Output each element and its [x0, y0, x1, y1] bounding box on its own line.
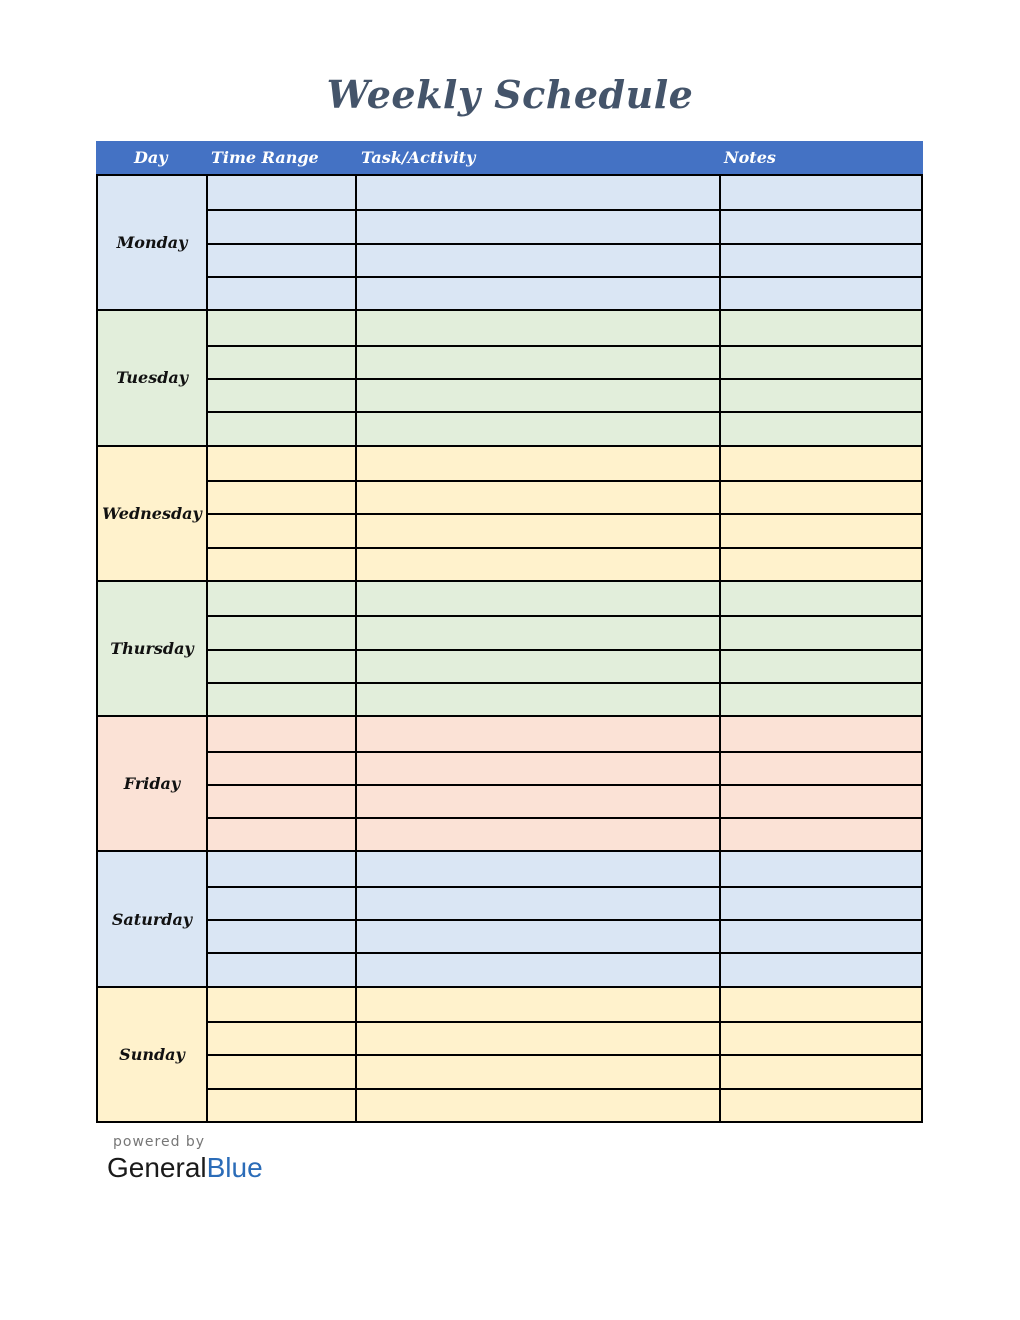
- time-range-cell[interactable]: [208, 1023, 357, 1054]
- task-activity-cell[interactable]: [357, 447, 721, 480]
- schedule-table: [96, 174, 923, 1123]
- notes-cell[interactable]: [721, 413, 921, 444]
- powered-by-label: powered by: [113, 1134, 206, 1150]
- task-activity-cell[interactable]: [357, 1023, 721, 1054]
- task-activity-cell[interactable]: [357, 888, 721, 919]
- time-range-cell[interactable]: [208, 278, 357, 309]
- time-range-cell[interactable]: [208, 684, 357, 715]
- table-row: [208, 447, 921, 480]
- time-range-cell[interactable]: [208, 651, 357, 682]
- day-label: Friday: [98, 717, 208, 850]
- table-row: [208, 919, 921, 952]
- table-row: [208, 784, 921, 817]
- table-row: [208, 378, 921, 411]
- notes-cell[interactable]: [721, 988, 921, 1021]
- notes-cell[interactable]: [721, 1056, 921, 1087]
- notes-cell[interactable]: [721, 311, 921, 344]
- task-activity-cell[interactable]: [357, 482, 721, 513]
- time-range-cell[interactable]: [208, 617, 357, 648]
- table-row: [208, 176, 921, 209]
- notes-cell[interactable]: [721, 211, 921, 242]
- day-block-saturday: [98, 850, 921, 985]
- day-label: Sunday: [98, 988, 208, 1121]
- time-range-cell[interactable]: [208, 852, 357, 885]
- notes-cell[interactable]: [721, 549, 921, 580]
- task-activity-cell[interactable]: [357, 1090, 721, 1121]
- page-title: Weekly Schedule: [326, 72, 694, 117]
- time-range-cell[interactable]: [208, 176, 357, 209]
- notes-cell[interactable]: [721, 1023, 921, 1054]
- table-row: [208, 582, 921, 615]
- notes-cell[interactable]: [721, 786, 921, 817]
- day-block-thursday: [98, 580, 921, 715]
- notes-cell[interactable]: [721, 852, 921, 885]
- day-label: Monday: [98, 176, 208, 309]
- time-range-cell[interactable]: [208, 347, 357, 378]
- day-rows: [208, 447, 921, 580]
- time-range-cell[interactable]: [208, 549, 357, 580]
- time-range-cell[interactable]: [208, 515, 357, 546]
- task-activity-cell[interactable]: [357, 786, 721, 817]
- time-range-cell[interactable]: [208, 717, 357, 750]
- notes-cell[interactable]: [721, 278, 921, 309]
- table-row: [208, 1054, 921, 1087]
- time-range-cell[interactable]: [208, 988, 357, 1021]
- table-row: [208, 615, 921, 648]
- time-range-cell[interactable]: [208, 211, 357, 242]
- table-row: [208, 243, 921, 276]
- time-range-cell[interactable]: [208, 819, 357, 850]
- task-activity-cell[interactable]: [357, 515, 721, 546]
- table-row: [208, 717, 921, 750]
- notes-cell[interactable]: [721, 651, 921, 682]
- notes-cell[interactable]: [721, 482, 921, 513]
- table-row: [208, 345, 921, 378]
- task-activity-cell[interactable]: [357, 1056, 721, 1087]
- day-rows: [208, 852, 921, 985]
- notes-cell[interactable]: [721, 447, 921, 480]
- time-range-cell[interactable]: [208, 1090, 357, 1121]
- task-activity-cell[interactable]: [357, 954, 721, 985]
- time-range-cell[interactable]: [208, 786, 357, 817]
- table-row: [208, 988, 921, 1021]
- column-header-task-activity: Task/Activity: [361, 148, 476, 167]
- brand-general-text: General: [107, 1152, 207, 1183]
- notes-cell[interactable]: [721, 888, 921, 919]
- time-range-cell[interactable]: [208, 311, 357, 344]
- notes-cell[interactable]: [721, 753, 921, 784]
- day-label: Wednesday: [98, 447, 208, 580]
- day-rows: [208, 717, 921, 850]
- task-activity-cell[interactable]: [357, 988, 721, 1021]
- notes-cell[interactable]: [721, 1090, 921, 1121]
- table-row: [208, 311, 921, 344]
- time-range-cell[interactable]: [208, 447, 357, 480]
- brand-blue-text: Blue: [206, 1152, 263, 1183]
- notes-cell[interactable]: [721, 347, 921, 378]
- day-block-tuesday: [98, 309, 921, 444]
- notes-cell[interactable]: [721, 515, 921, 546]
- time-range-cell[interactable]: [208, 753, 357, 784]
- table-row: [208, 276, 921, 309]
- day-rows: [208, 582, 921, 715]
- task-activity-cell[interactable]: [357, 819, 721, 850]
- task-activity-cell[interactable]: [357, 413, 721, 444]
- table-row: [208, 751, 921, 784]
- table-row: [208, 852, 921, 885]
- table-row: [208, 886, 921, 919]
- task-activity-cell[interactable]: [357, 380, 721, 411]
- task-activity-cell[interactable]: [357, 582, 721, 615]
- notes-cell[interactable]: [721, 617, 921, 648]
- day-block-sunday: [98, 986, 921, 1121]
- table-row: [208, 1021, 921, 1054]
- task-activity-cell[interactable]: [357, 753, 721, 784]
- task-activity-cell[interactable]: [357, 278, 721, 309]
- time-range-cell[interactable]: [208, 921, 357, 952]
- brand-logo[interactable]: [107, 1152, 263, 1184]
- column-header-notes: Notes: [724, 148, 776, 167]
- notes-cell[interactable]: [721, 954, 921, 985]
- column-header-time-range: Time Range: [211, 148, 319, 167]
- time-range-cell[interactable]: [208, 413, 357, 444]
- task-activity-cell[interactable]: [357, 347, 721, 378]
- task-activity-cell[interactable]: [357, 311, 721, 344]
- task-activity-cell[interactable]: [357, 176, 721, 209]
- notes-cell[interactable]: [721, 819, 921, 850]
- column-header-day: Day: [134, 148, 168, 167]
- task-activity-cell[interactable]: [357, 617, 721, 648]
- time-range-cell[interactable]: [208, 380, 357, 411]
- table-row: [208, 1088, 921, 1121]
- table-row: [208, 480, 921, 513]
- day-block-friday: [98, 715, 921, 850]
- table-row: [208, 411, 921, 444]
- day-block-wednesday: [98, 445, 921, 580]
- notes-cell[interactable]: [721, 717, 921, 750]
- table-row: [208, 649, 921, 682]
- day-rows: [208, 176, 921, 309]
- time-range-cell[interactable]: [208, 245, 357, 276]
- table-row: [208, 513, 921, 546]
- day-block-monday: [98, 174, 921, 309]
- notes-cell[interactable]: [721, 684, 921, 715]
- day-label: Thursday: [98, 582, 208, 715]
- task-activity-cell[interactable]: [357, 651, 721, 682]
- time-range-cell[interactable]: [208, 1056, 357, 1087]
- task-activity-cell[interactable]: [357, 921, 721, 952]
- table-header: [96, 141, 923, 174]
- task-activity-cell[interactable]: [357, 852, 721, 885]
- notes-cell[interactable]: [721, 921, 921, 952]
- task-activity-cell[interactable]: [357, 717, 721, 750]
- notes-cell[interactable]: [721, 245, 921, 276]
- notes-cell[interactable]: [721, 582, 921, 615]
- time-range-cell[interactable]: [208, 582, 357, 615]
- table-row: [208, 952, 921, 985]
- day-label: Saturday: [98, 852, 208, 985]
- time-range-cell[interactable]: [208, 482, 357, 513]
- notes-cell[interactable]: [721, 176, 921, 209]
- task-activity-cell[interactable]: [357, 684, 721, 715]
- day-rows: [208, 311, 921, 444]
- table-row: [208, 209, 921, 242]
- table-row: [208, 547, 921, 580]
- notes-cell[interactable]: [721, 380, 921, 411]
- task-activity-cell[interactable]: [357, 245, 721, 276]
- day-label: Tuesday: [98, 311, 208, 444]
- time-range-cell[interactable]: [208, 888, 357, 919]
- task-activity-cell[interactable]: [357, 211, 721, 242]
- table-row: [208, 682, 921, 715]
- task-activity-cell[interactable]: [357, 549, 721, 580]
- day-rows: [208, 988, 921, 1121]
- table-row: [208, 817, 921, 850]
- time-range-cell[interactable]: [208, 954, 357, 985]
